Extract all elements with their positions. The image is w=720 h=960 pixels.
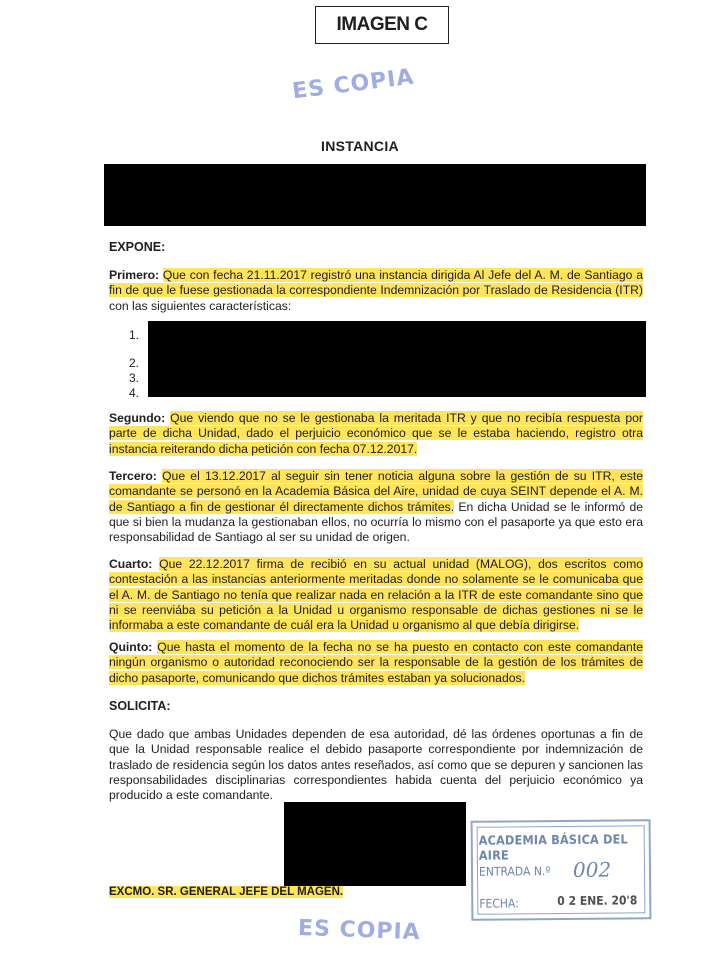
- redacted-signature: [284, 802, 466, 886]
- redacted-block-header: [104, 164, 646, 226]
- highlight-tercero: Que el 13.12.2017 al seguir sin tener noticia alguna sobre la gestión de su ITR, este comandante se personó en la Academia Básica del Aire, unidad de cuya SEINT depende el A. M. de Santiago a fin de gestionar él directamente dichos trámites.: [109, 469, 643, 514]
- highlight-cuarto: Que 22.12.2017 firma de recibió en su actual unidad (MALOG), dos escritos como contestación a las instancias anteriormente meritadas donde no solamente se le comunicaba que el A. M. de Santiago no tenía que realizar nada en relación a la ITR de este comandante sino que ni se reenviába su petición a la Unidad u organismo responsable de dichas gestiones ni se le informaba a este comandante de cuál era la Unidad u organismo al que debía dirigirse.: [109, 557, 643, 633]
- paragraph-segundo: [109, 411, 643, 457]
- highlight-primero: Que con fecha 21.11.2017 registró una instancia dirigida Al Jefe del A. M. de Santiago a fin de que le fuese gestionada la correspondiente Indemnización por Traslado de Residencia (ITR): [109, 268, 643, 298]
- copy-stamp-top: ES COPIA: [290, 64, 416, 105]
- document-title: INSTANCIA: [321, 138, 399, 154]
- receipt-unit: ACADEMIA BÁSICA DEL AIRE: [478, 831, 628, 863]
- receipt-date-value: 0 2 ENE. 20'8: [557, 893, 638, 909]
- paragraph-cuarto: [109, 557, 643, 633]
- text-primero-rest: con las siguientes características:: [109, 298, 292, 313]
- receipt-entry-label: ENTRADA N.º: [478, 864, 551, 879]
- expone-heading: EXPONE:: [109, 240, 166, 254]
- label-cuarto: Cuarto:: [109, 557, 153, 571]
- text-tercero-rest: En dicha Unidad se le informó de que si bien la mudanza la gestionaban ellos, no ocurría lo mismo con el pasaporte ya que esto era responsabilidad de Santiago al ser su unidad de origen.: [109, 499, 644, 545]
- label-primero: Primero:: [109, 268, 160, 282]
- highlight-quinto: Que hasta el momento de la fecha no se ha puesto en contacto con este comandante ningún organismo o autoridad reconociendo ser la responsable de la gestión de los trámites de dicho pasaporte, comunicando que dichos trámites estaban ya solucionados.: [109, 640, 643, 685]
- label-tercero: Tercero:: [109, 469, 157, 483]
- list-number-2: 2.: [129, 356, 140, 370]
- list-number-4: 4.: [129, 386, 140, 400]
- list-number-3: 3.: [129, 371, 140, 385]
- paragraph-quinto: [109, 640, 643, 686]
- redacted-block-list: [148, 321, 646, 397]
- paragraph-tercero: [109, 469, 643, 545]
- copy-stamp-bottom: ES COPIA: [297, 915, 422, 946]
- label-segundo: Segundo:: [109, 411, 166, 425]
- recipient-highlight: EXCMO. SR. GENERAL JEFE DEL MAGEN.: [109, 886, 344, 898]
- receipt-entry-number: 002: [572, 857, 612, 882]
- recipient-line: [109, 886, 343, 898]
- paragraph-primero: [109, 268, 643, 314]
- receipt-stamp: [471, 819, 652, 921]
- label-quinto: Quinto:: [109, 640, 153, 654]
- receipt-date-label: FECHA:: [479, 896, 519, 911]
- solicita-heading: SOLICITA:: [109, 699, 171, 713]
- image-label: IMAGEN C: [315, 6, 449, 44]
- list-number-1: 1.: [129, 328, 140, 342]
- paragraph-solicita: Que dado que ambas Unidades dependen de esa autoridad, dé las órdenes oportunas a fin de que la Unidad responsable realice el debido pasaporte correspondiente por indemnización de traslado de residencia según los datos antes reseñados, así como que se depuren y sancionen las responsabilidades disciplinarias correspondientes habida cuenta del perjuicio económico ya producido a este comandante.: [109, 727, 643, 803]
- highlight-segundo: Que viendo que no se le gestionaba la meritada ITR y que no recibía respuesta por parte de dicha Unidad, dado el perjuicio económico que se le estaba haciendo, registro otra instancia reiterando dicha petición con fecha 07.12.2017.: [109, 411, 643, 456]
